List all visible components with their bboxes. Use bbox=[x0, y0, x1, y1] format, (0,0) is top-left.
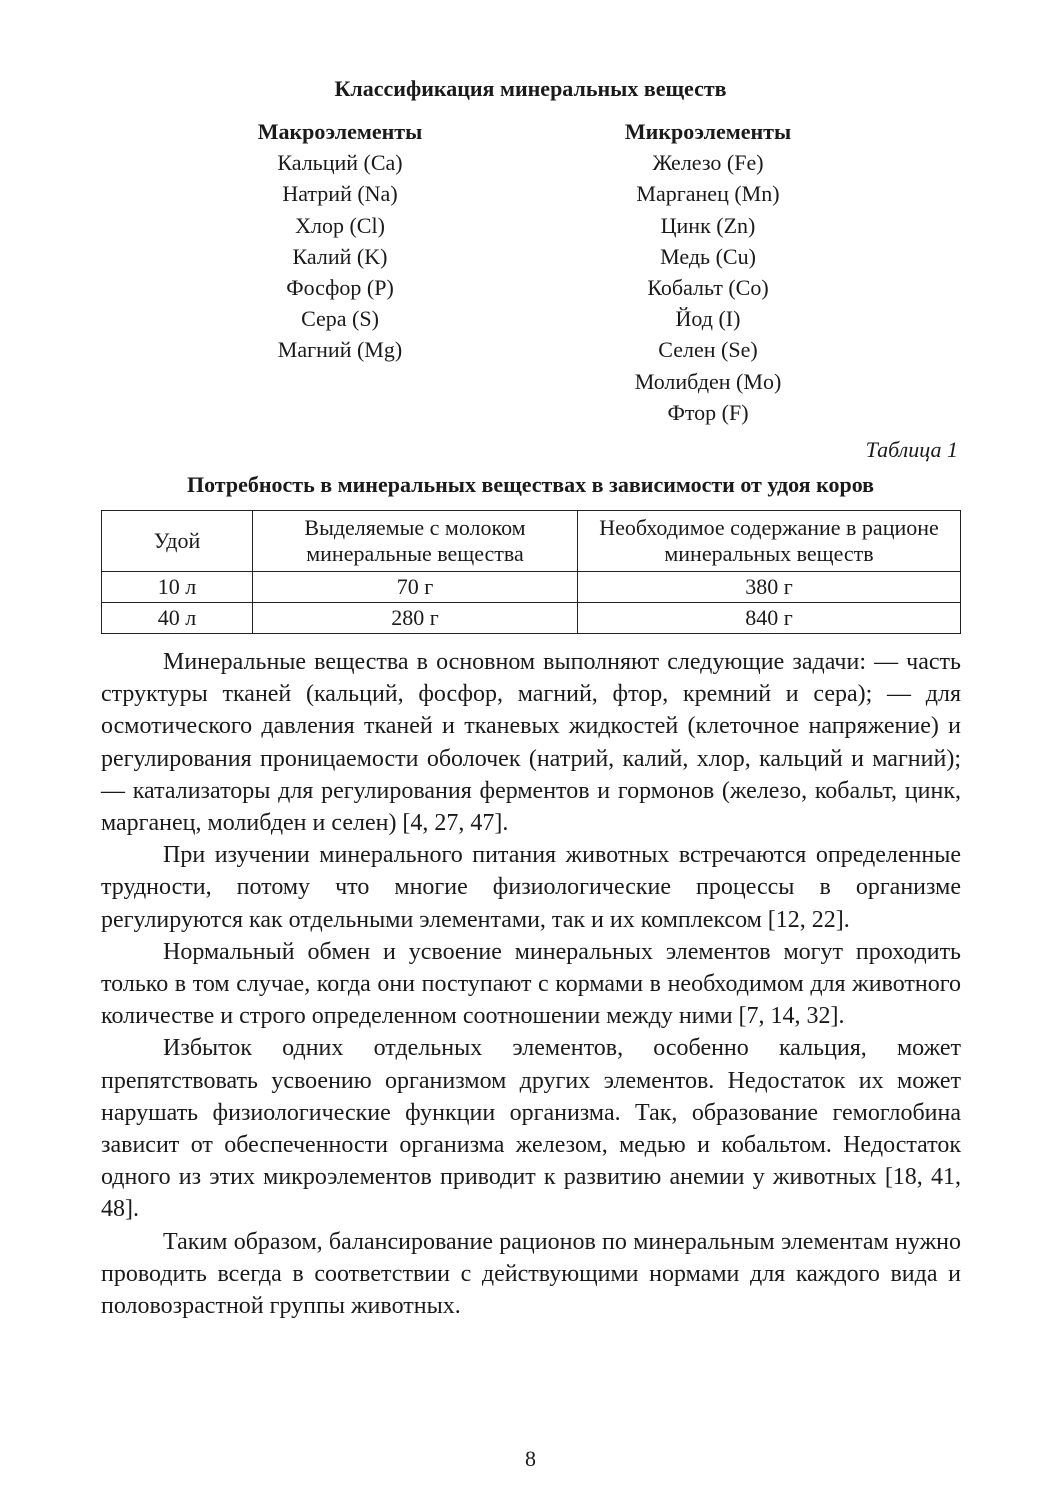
body-text bbox=[101, 646, 961, 1322]
macroelement-item: Калий (K) bbox=[292, 243, 388, 269]
macroelement-item: Кальций (Ca) bbox=[277, 150, 403, 176]
macroelement-item: Хлор (Cl) bbox=[295, 212, 385, 238]
table-caption: Таблица 1 bbox=[865, 437, 958, 462]
table-cell: 40 л bbox=[102, 603, 253, 634]
table-cell: 70 г bbox=[253, 572, 578, 603]
classification-title: Классификация минеральных веществ bbox=[334, 76, 727, 101]
microelement-item: Железо (Fe) bbox=[652, 150, 764, 176]
table-header-cell: Удой bbox=[102, 511, 253, 572]
microelement-item: Цинк (Zn) bbox=[660, 212, 756, 238]
table-header-cell: Необходимое содержание в рационе минеральных веществ bbox=[578, 511, 961, 572]
table-header-row bbox=[102, 511, 961, 572]
microelement-item: Марганец (Mn) bbox=[636, 181, 780, 207]
requirements-table bbox=[101, 510, 961, 634]
microelement-item: Молибден (Mo) bbox=[634, 368, 782, 394]
paragraph: Нормальный обмен и усвоение минеральных элементов могут проходить только в том случае, когда они поступают с кормами в необходимом для животного количестве и строго определенном соотношении между ними [7, 14, 32]. bbox=[101, 938, 961, 1030]
microelement-item: Медь (Cu) bbox=[660, 243, 756, 269]
table-header-cell: Выделяемые с молоком минеральные вещества bbox=[253, 511, 578, 572]
paragraph: Таким образом, балансирование рационов по минеральным элементам нужно проводить всегда в соответствии с действующими нормами для каждого вида и половозрастной группы животных. bbox=[101, 1228, 961, 1320]
microelements-column bbox=[588, 116, 828, 428]
microelement-item: Селен (Se) bbox=[658, 337, 758, 363]
table-cell: 840 г bbox=[578, 603, 961, 634]
paragraph: При изучении минерального питания животных встречаются определенные трудности, потому что многие физиологические процессы в организме регулируются как отдельными элементами, так и их комплексом [12, 22]. bbox=[101, 842, 961, 933]
page-number: 8 bbox=[525, 1446, 536, 1471]
microelements-heading: Микроэлементы bbox=[624, 119, 792, 144]
table-cell: 280 г bbox=[253, 603, 578, 634]
microelement-item: Фтор (F) bbox=[667, 399, 749, 425]
macroelement-item: Фосфор (P) bbox=[286, 275, 394, 301]
microelement-item: Йод (I) bbox=[675, 306, 741, 332]
table-cell: 380 г bbox=[578, 572, 961, 603]
microelement-item: Кобальт (Co) bbox=[647, 275, 769, 301]
table-row bbox=[102, 603, 961, 634]
table-row bbox=[102, 572, 961, 603]
macroelement-item: Магний (Mg) bbox=[277, 337, 403, 363]
macroelements-column bbox=[220, 116, 460, 366]
paragraph: Минеральные вещества в основном выполняют следующие задачи: — часть структуры тканей (кальций, фосфор, магний, фтор, кремний и сера); — для осмотического давления тканей и тканевых жидкостей (клеточное напряжение) и регулирования проницаемости оболочек (натрий, калий, хлор, кальций и магний); — катализаторы для регулирования ферментов и гормонов (железо, кобальт, цинк, марганец, молибден и селен) [4, 27, 47]. bbox=[101, 649, 961, 837]
table-cell: 10 л bbox=[102, 572, 253, 603]
macroelement-item: Сера (S) bbox=[301, 306, 379, 332]
macroelements-heading: Макроэлементы bbox=[257, 119, 423, 144]
table-title: Потребность в минеральных веществах в зависимости от удоя коров bbox=[186, 472, 875, 497]
paragraph: Избыток одних отдельных элементов, особенно кальция, может препятствовать усвоению организмом других элементов. Недостаток их может нарушать физиологические функции организма. Так, образование гемоглобина зависит от обеспеченности организма железом, медью и кобальтом. Недостаток одного из этих микроэлементов приводит к развитию анемии у животных [18, 41, 48]. bbox=[101, 1035, 961, 1223]
macroelement-item: Натрий (Na) bbox=[282, 181, 398, 207]
